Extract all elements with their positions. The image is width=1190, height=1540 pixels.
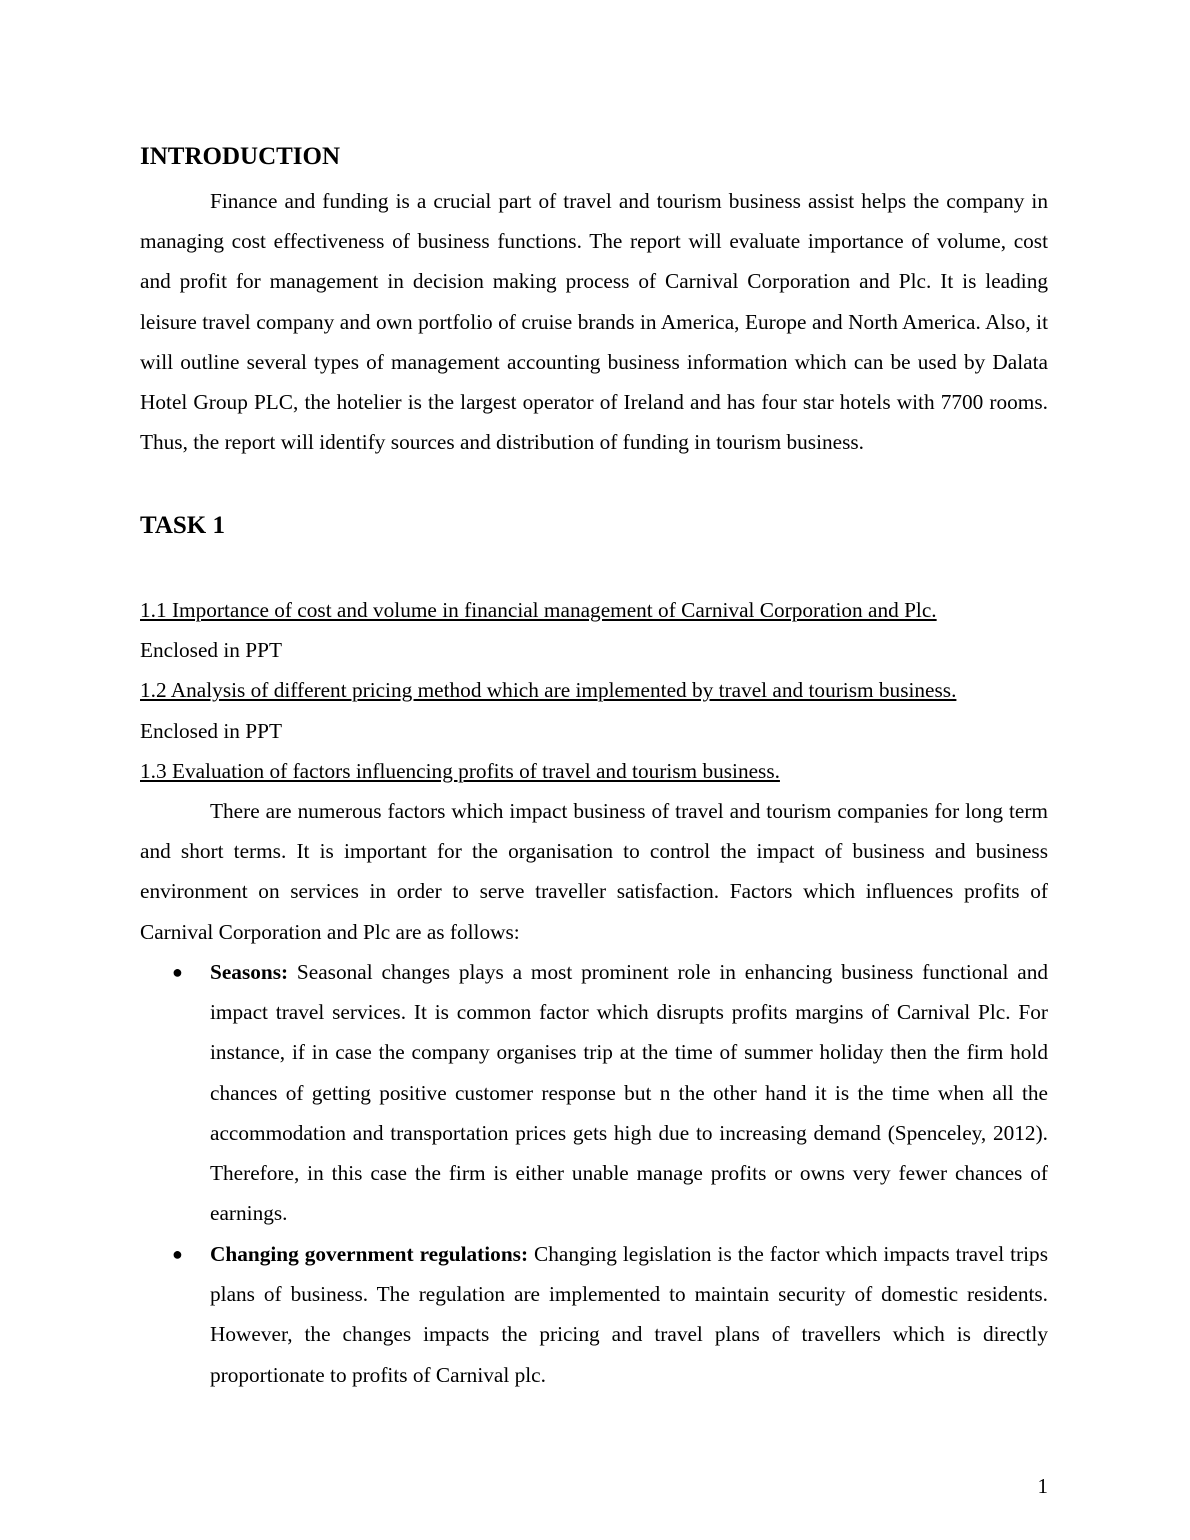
section-1-1-title: 1.1 Importance of cost and volume in financial management of Carnival Corporation and Plc. — [140, 598, 937, 622]
bullet-text: Changing legislation is the factor which impacts travel trips plans of business. The regulation are implemented to maintain security of domestic residents. However, the changes impacts the pricing and travel plans of travellers which is directly proportionate to profits of Carnival plc. — [210, 1242, 1048, 1387]
bullet-term: Seasons: — [210, 960, 289, 984]
section-1-2-title: 1.2 Analysis of different pricing method which are implemented by travel and tourism business. — [140, 678, 957, 702]
section-1-1-body: Enclosed in PPT — [140, 638, 282, 662]
bullet-term: Changing government regulations: — [210, 1242, 529, 1266]
section-1-3-paragraph: There are numerous factors which impact business of travel and tourism companies for long term and short terms. It is important for the organisation to control the impact of business and business environment on services in order to serve traveller satisfaction. Factors which influences profits of Carnival Corporation and Plc are as follows: — [140, 799, 1048, 944]
bullet-icon: ● — [172, 1244, 183, 1264]
section-1-3-title: 1.3 Evaluation of factors influencing profits of travel and tourism business. — [140, 759, 780, 783]
task1-heading: TASK 1 — [140, 512, 225, 539]
section-1-2-body: Enclosed in PPT — [140, 719, 282, 743]
introduction-paragraph: Finance and funding is a crucial part of travel and tourism business assist helps the company in managing cost effectiveness of business functions. The report will evaluate importance of volume, cost and profit for management in decision making process of Carnival Corporation and Plc. It is leading leisure travel company and own portfolio of cruise brands in America, Europe and North America. Also, it will outline several types of management accounting business information which can be used by Dalata Hotel Group PLC, the hotelier is the largest operator of Ireland and has four star hotels with 7700 rooms. Thus, the report will identify sources and distribution of funding in tourism business. — [140, 189, 1048, 455]
bullet-text: Seasonal changes plays a most prominent role in enhancing business functional and impact travel services. It is common factor which disrupts profits margins of Carnival Plc. For instance, if in case the company organises trip at the time of summer holiday then the firm hold chances of getting positive customer response but n the other hand it is the time when all the accommodation and transportation prices gets high due to increasing demand (Spenceley, 2012). Therefore, in this case the firm is either unable manage profits or owns very fewer chances of earnings. — [210, 960, 1048, 1226]
bullet-item-regulations — [172, 1234, 1048, 1395]
bullet-icon: ● — [172, 962, 183, 982]
page-number: 1 — [1037, 1474, 1048, 1498]
bullet-item-seasons — [172, 952, 1048, 1233]
introduction-heading: INTRODUCTION — [140, 143, 341, 170]
